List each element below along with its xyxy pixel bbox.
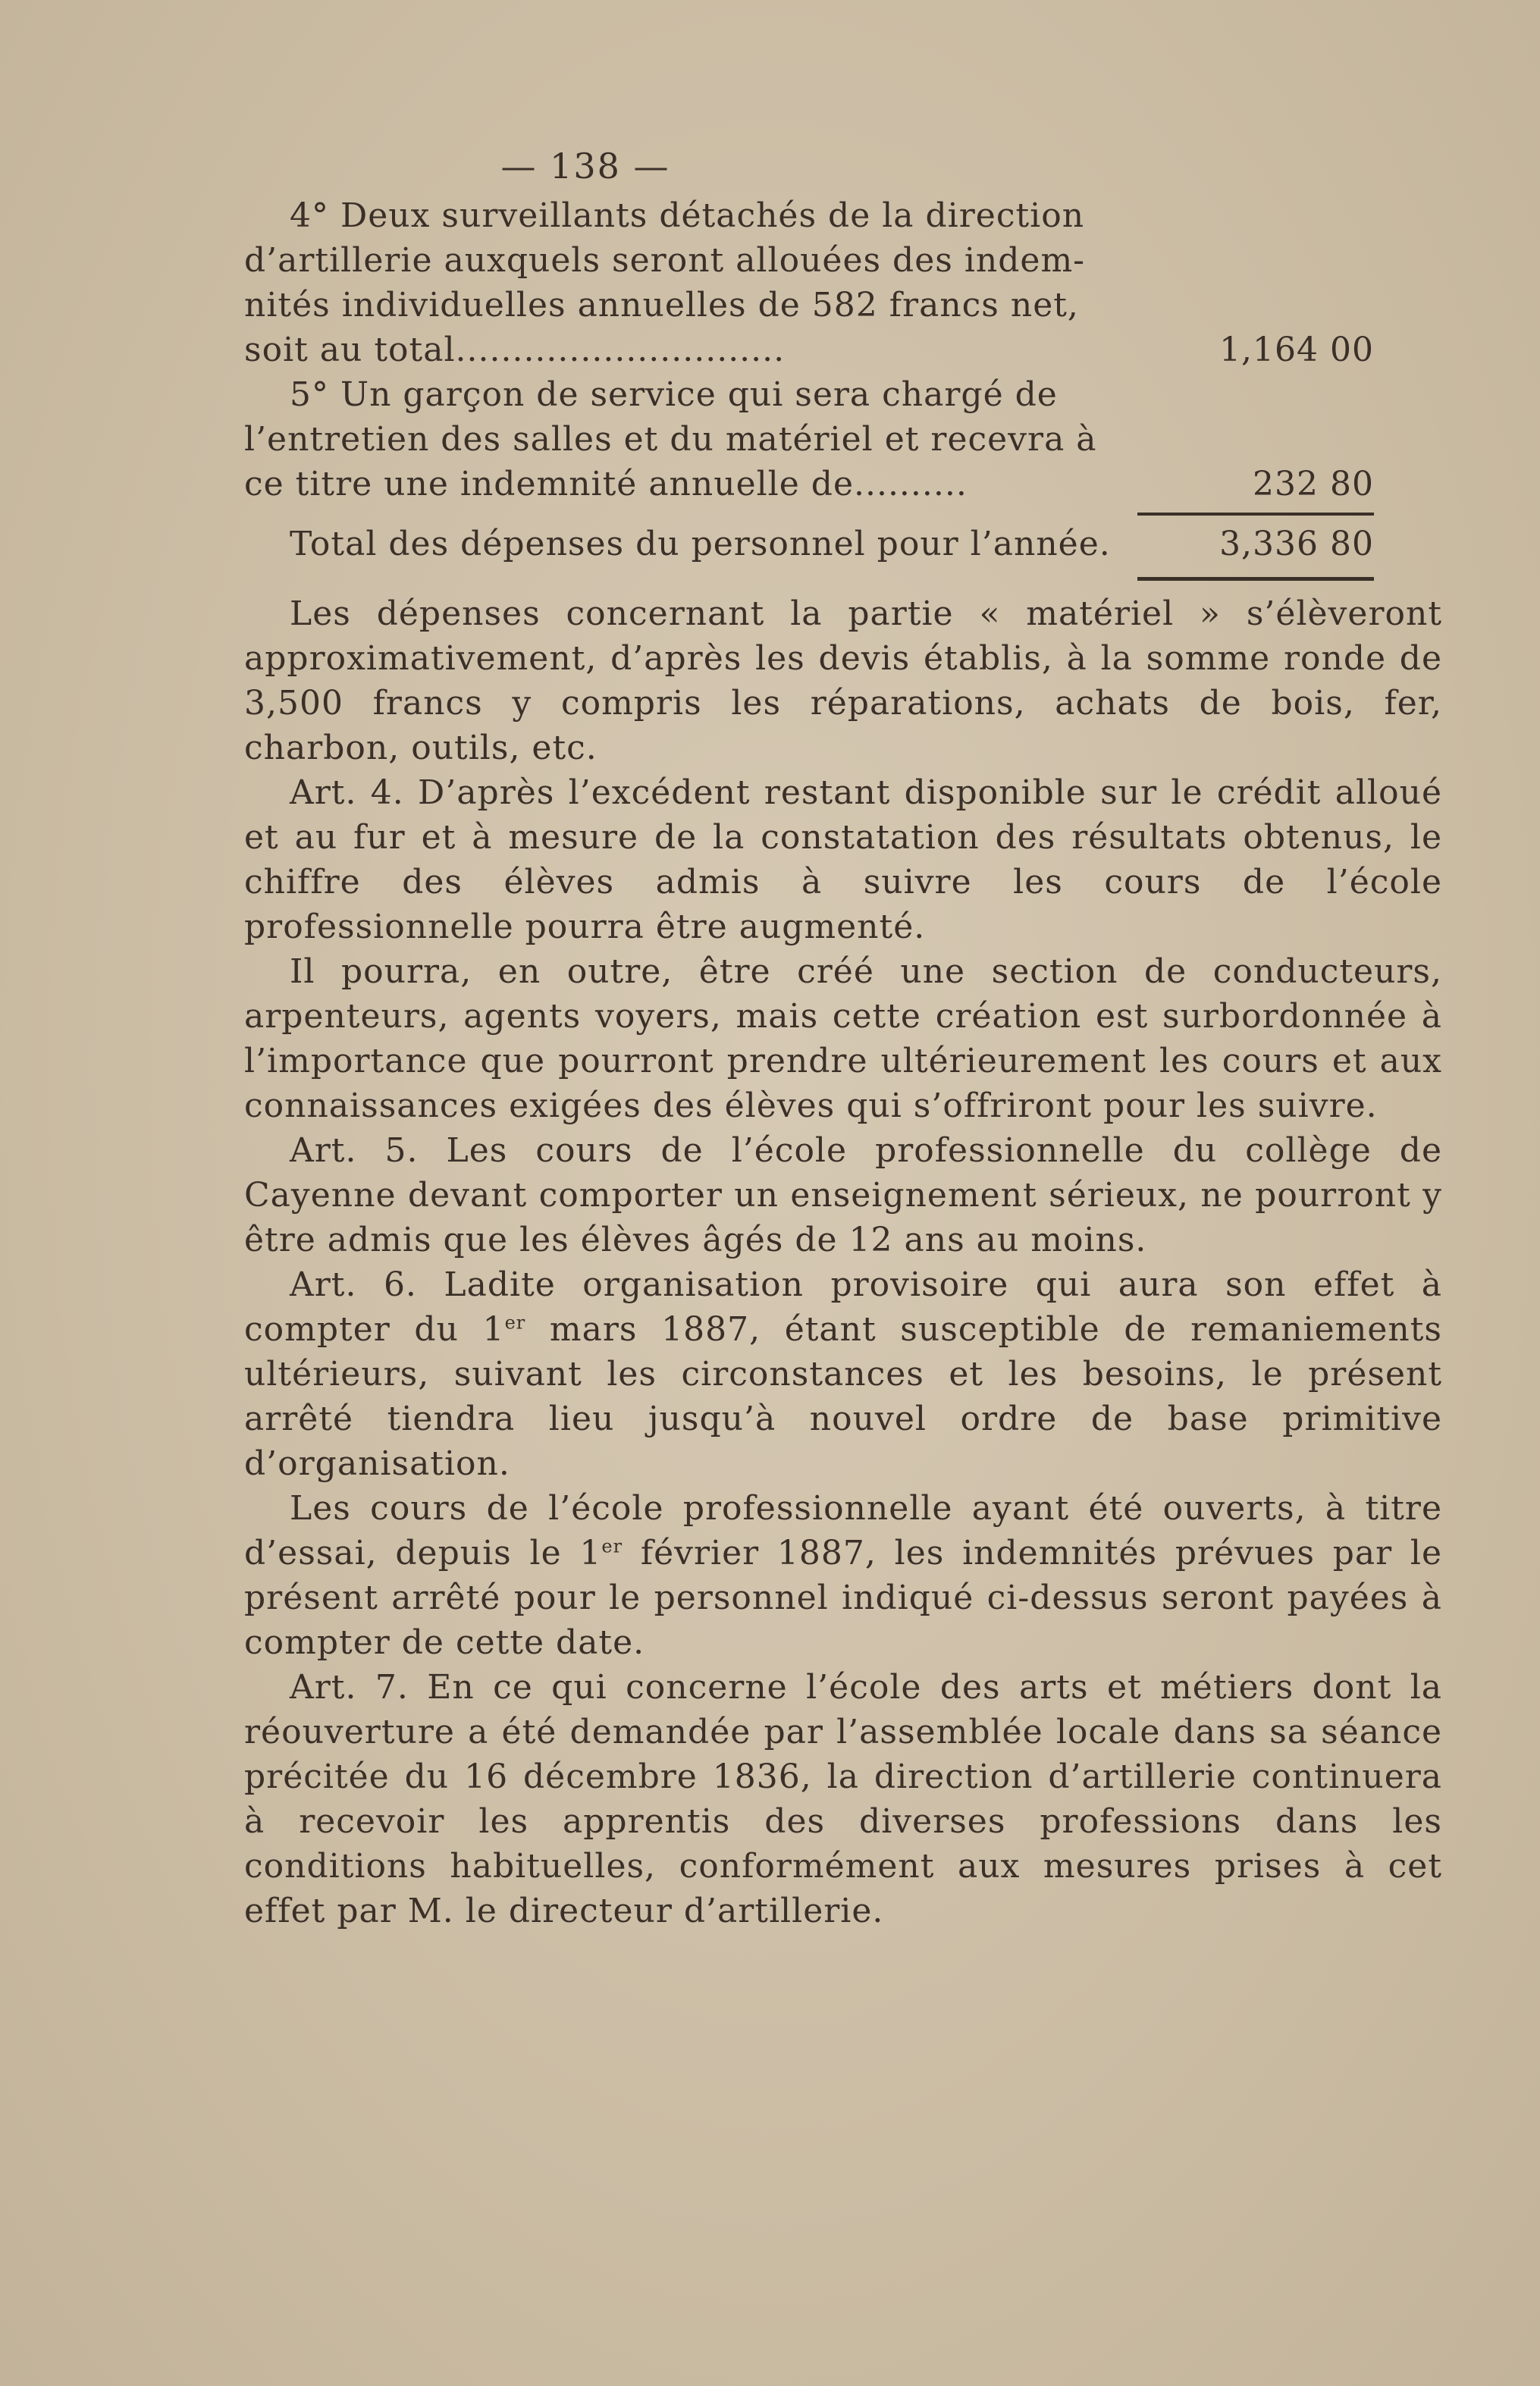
paragraph-essai — [244, 1486, 1442, 1665]
item-4-amount: 1,164 00 — [1219, 331, 1374, 369]
item-4 — [244, 193, 1442, 372]
item-4-lead: soit au total............................. — [244, 331, 786, 369]
item-5-line-1: 5° Un garçon de service qui sera chargé de — [290, 375, 1058, 414]
item-5-lead: ce titre une indemnité annuelle de.......... — [244, 465, 968, 503]
sum-rule — [1137, 513, 1374, 516]
total-amount: 3,336 80 — [1219, 525, 1374, 563]
item-4-line-3: nités individuelles annuelles de 582 francs net, — [244, 286, 1079, 325]
paragraph-art-4: Art. 4. D’après l’excédent restant disponible sur le crédit alloué et au fur et à mesure de la constatation des résultats obtenus, le chiffre des élèves admis à suivre les cours de l’école professionnelle pourra être augmenté. — [244, 773, 1442, 946]
essai-text-b: février 1887, les indemnités prévues par le présent arrêté pour le personnel indiqué ci-dessus seront payées à compter de cette date. — [244, 1534, 1442, 1662]
total-label: Total des dépenses du personnel pour l’année. — [290, 525, 1111, 563]
item-5-amount-row — [244, 462, 1374, 506]
item-5 — [244, 372, 1442, 506]
page-text — [244, 144, 1442, 1933]
item-5-line-2: l’entretien des salles et du matériel et recevra à — [244, 420, 1097, 459]
essai-sup: er — [601, 1535, 623, 1557]
total-row — [244, 522, 1374, 566]
item-5-amount: 232 80 — [1253, 465, 1374, 503]
item-4-line-1: 4° Deux surveillants détachés de la direction — [290, 196, 1085, 235]
art-6-sup: er — [504, 1312, 526, 1334]
paragraph-section: Il pourra, en outre, être créé une section de conducteurs, arpenteurs, agents voyers, mais cette création est surbordonnée à l’importance que pourront prendre ultérieurement les cours et aux connaissances exigées des élèves qui s’offriront pour les suivre. — [244, 952, 1442, 1125]
item-4-amount-row — [244, 328, 1374, 372]
paragraph-art-6 — [244, 1262, 1442, 1486]
art-6-text-a: Art. 6. Ladite organisation provisoire qui aura son effet à compter du 1 — [244, 1265, 1442, 1349]
paragraph-art-7: Art. 7. En ce qui concerne l’école des arts et métiers dont la réouverture a été demandée par l’assemblée locale dans sa séance précitée du 16 décembre 1836, la direction d’artillerie continuera à recevoir les apprentis des diverses professions dans les conditions habituelles, conformément aux mesures prises à cet effet par M. le directeur d’artillerie. — [244, 1668, 1442, 1930]
paragraph-materiel: Les dépenses concernant la partie « matériel » s’élèveront approximativement, d’après les devis établis, à la somme ronde de 3,500 francs y compris les réparations, achats de bois, fer, charbon, outils, etc. — [244, 594, 1442, 767]
total-rule — [1137, 577, 1374, 581]
paragraph-art-5: Art. 5. Les cours de l’école professionnelle du collège de Cayenne devant comporter un enseignement sérieux, ne pourront y être admis que les élèves âgés de 12 ans au moins. — [244, 1131, 1442, 1259]
item-4-line-2: d’artillerie auxquels seront allouées des indem- — [244, 241, 1086, 280]
art-6-text-b: mars 1887, étant susceptible de remaniements ultérieurs, suivant les circonstances et les besoins, le présent arrêté tiendra lieu jusqu’à nouvel ordre de base primitive d’organisation. — [244, 1310, 1443, 1483]
page-number: — 138 — — [500, 146, 670, 187]
essai-text-a: Les cours de l’école professionnelle ayant été ouverts, à titre d’essai, depuis le 1 — [244, 1489, 1442, 1572]
